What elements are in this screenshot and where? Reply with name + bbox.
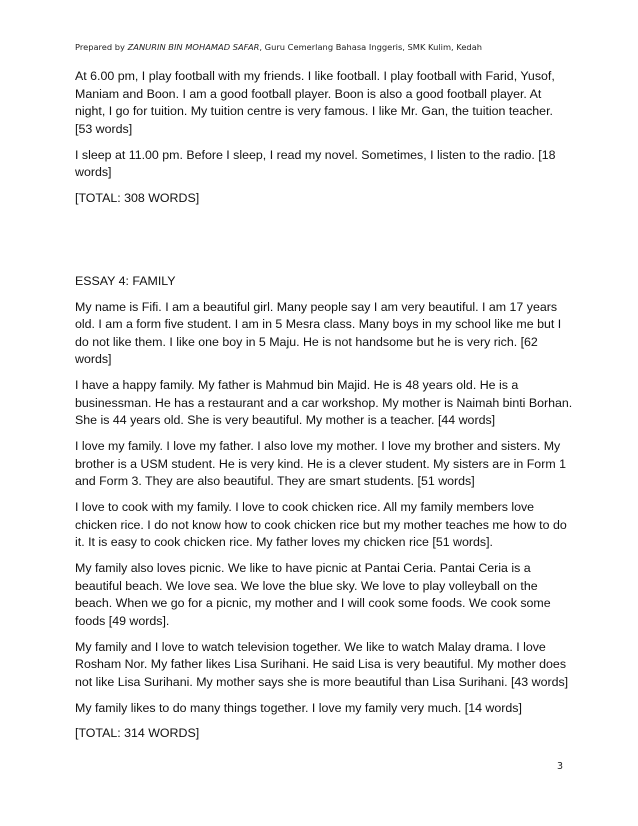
essay4-paragraph-intro: My name is Fifi. I am a beautiful girl. Many people say I am very beautiful. I am 17 years old. I am a form five student. I am in 5 Mesra class. Many boys in my school like me but I do not like them. I like one boy in 5 Maju. He is not handsome but he is very rich. [62 words]	[75, 299, 562, 367]
essay4-paragraph-cooking: I love to cook with my family. I love to cook chicken rice. All my family members love chicken rice. I do not know how to cook chicken rice but my mother teaches me how to do it. It is easy to cook chicken rice. My father loves my chicken rice [51 words].	[75, 500, 567, 550]
header-prefix: Prepared by	[75, 42, 128, 52]
essay4-title: ESSAY 4: FAMILY	[75, 273, 176, 288]
page-number: 3	[557, 761, 564, 772]
essay3-paragraph-sleep: I sleep at 11.00 pm. Before I sleep, I read my novel. Sometimes, I listen to the radio. [18 words]	[75, 147, 556, 180]
essay4-paragraph-love: I love my family. I love my father. I also love my mother. I love my brother and sisters. My brother is a USM student. He is very kind. He is a clever student. My sisters are in Form 1 and Form 3. They are also beautiful. They are smart students. [51 words]	[75, 439, 566, 489]
header-suffix: , Guru Cemerlang Bahasa Inggeris, SMK Kulim, Kedah	[259, 42, 483, 52]
section-gap	[75, 216, 573, 273]
header-author: ZANURIN BIN MOHAMAD SAFAR	[127, 42, 260, 52]
essay4-paragraph-family: I have a happy family. My father is Mahmud bin Majid. He is 48 years old. He is a businessman. He has a restaurant and a car workshop. My mother is Naimah binti Borhan. She is 44 years old. She is very beautiful. My mother is a teacher. [44 words]	[75, 378, 573, 428]
essay4-paragraph-picnic: My family also loves picnic. We like to have picnic at Pantai Ceria. Pantai Ceria is a beautiful beach. We love sea. We love the blue sky. We love to play volleyball on the beach. When we go for a picnic, my mother and I will cook some foods. We cook some foods [49 words].	[75, 560, 551, 628]
page-header	[75, 42, 575, 52]
essay3-paragraph-football: At 6.00 pm, I play football with my friends. I like football. I play football with Farid, Yusof, Maniam and Boon. I am a good football player. Boon is also a good football player. At night, I go for tuition. My tuition centre is very famous. I like Mr. Gan, the tuition teacher. [53 words]	[75, 69, 555, 136]
essay4-paragraph-television: My family and I love to watch television together. We like to watch Malay drama. I love Rosham Nor. My father likes Lisa Surihani. He said Lisa is very beautiful. My mother does not like Lisa Surihani. My mother says she is more beautiful than Lisa Surihani. [43 words]	[75, 639, 569, 689]
essay3-total: [TOTAL: 308 WORDS]	[75, 190, 200, 205]
document-body	[75, 68, 573, 751]
essay4-paragraph-together: My family likes to do many things together. I love my family very much. [14 words]	[75, 700, 522, 715]
essay4-total: [TOTAL: 314 WORDS]	[75, 726, 200, 741]
